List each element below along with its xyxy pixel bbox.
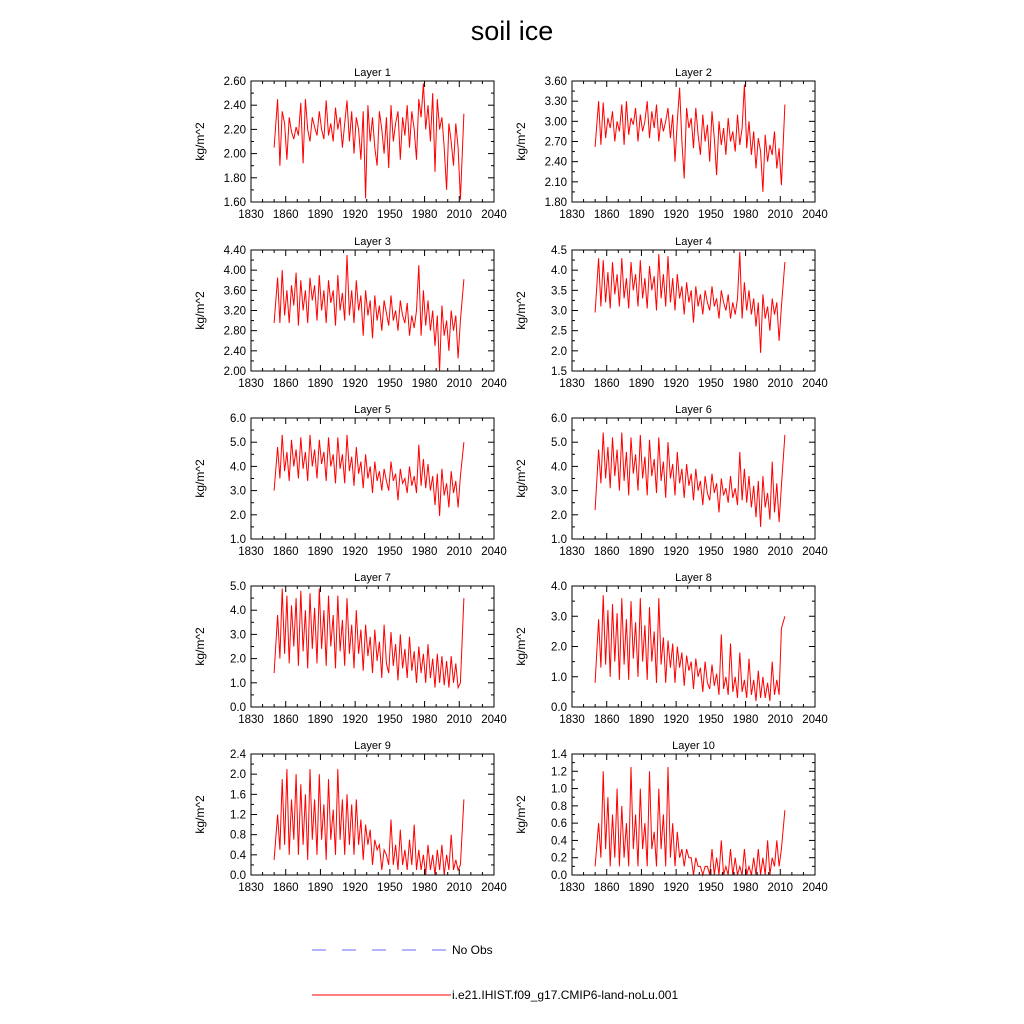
plot-frame xyxy=(251,418,494,539)
y-tick-label: 3.0 xyxy=(230,485,246,498)
x-tick-label: 1920 xyxy=(663,378,689,390)
y-axis-label: kg/m^2 xyxy=(193,459,207,498)
x-tick-label: 2040 xyxy=(802,209,828,221)
panel-title: Layer 5 xyxy=(354,404,391,416)
y-tick-label: 1.4 xyxy=(551,749,567,761)
data-series-line xyxy=(274,83,464,199)
panel-6 xyxy=(514,404,828,558)
x-tick-label: 1980 xyxy=(732,714,759,726)
panel-title: Layer 10 xyxy=(672,740,715,752)
y-axis-label: kg/m^2 xyxy=(514,291,528,330)
y-tick-label: 3.0 xyxy=(230,629,246,642)
x-tick-label: 1890 xyxy=(628,882,655,894)
y-tick-label: 1.2 xyxy=(230,809,246,822)
x-tick-label: 1830 xyxy=(559,882,585,894)
y-tick-label: 3.5 xyxy=(551,285,567,298)
y-tick-label: 4.0 xyxy=(551,581,567,593)
panel-title: Layer 1 xyxy=(354,67,391,79)
y-tick-label: 3.00 xyxy=(544,116,567,129)
y-tick-label: 5.0 xyxy=(551,437,567,450)
y-tick-label: 2.00 xyxy=(223,148,246,161)
y-tick-label: 2.00 xyxy=(223,366,246,378)
x-tick-label: 2040 xyxy=(481,882,507,894)
x-tick-label: 1920 xyxy=(342,714,368,726)
data-series-line xyxy=(274,588,464,687)
x-tick-label: 2010 xyxy=(446,882,473,894)
y-tick-label: 3.20 xyxy=(223,305,246,318)
data-series-line xyxy=(595,84,785,191)
panel-5 xyxy=(193,404,507,558)
y-tick-label: 2.5 xyxy=(551,325,567,338)
x-tick-label: 1920 xyxy=(663,882,689,894)
x-tick-label: 1890 xyxy=(628,209,655,221)
x-tick-label: 1950 xyxy=(377,209,403,221)
y-tick-label: 1.80 xyxy=(223,172,246,185)
y-tick-label: 2.40 xyxy=(223,345,246,358)
legend xyxy=(312,943,678,1002)
x-tick-label: 1860 xyxy=(593,714,620,726)
y-tick-label: 3.60 xyxy=(544,76,567,88)
y-tick-label: 2.40 xyxy=(544,156,567,169)
x-tick-label: 2040 xyxy=(481,714,507,726)
x-tick-label: 1920 xyxy=(342,209,368,221)
x-tick-label: 1950 xyxy=(377,714,403,726)
x-tick-label: 1980 xyxy=(411,714,438,726)
panel-title: Layer 9 xyxy=(354,740,391,752)
x-tick-label: 1890 xyxy=(307,714,334,726)
y-tick-label: 4.00 xyxy=(223,265,246,278)
x-tick-label: 2010 xyxy=(446,378,473,390)
y-axis-label: kg/m^2 xyxy=(514,459,528,498)
panel-title: Layer 6 xyxy=(675,404,712,416)
x-tick-label: 1980 xyxy=(411,546,438,558)
y-axis-label: kg/m^2 xyxy=(514,627,528,666)
y-tick-label: 6.0 xyxy=(551,413,567,425)
y-tick-label: 3.0 xyxy=(551,485,567,498)
x-tick-label: 1860 xyxy=(272,714,299,726)
x-tick-label: 2010 xyxy=(446,714,473,726)
x-tick-label: 1980 xyxy=(732,882,759,894)
plot-frame xyxy=(572,250,815,371)
x-tick-label: 1830 xyxy=(559,714,585,726)
y-tick-label: 5.0 xyxy=(230,437,246,450)
panel-title: Layer 4 xyxy=(675,236,712,248)
x-tick-label: 2010 xyxy=(767,882,794,894)
x-tick-label: 2040 xyxy=(481,546,507,558)
y-tick-label: 1.2 xyxy=(551,766,567,779)
y-tick-label: 1.6 xyxy=(230,789,246,802)
x-tick-label: 2040 xyxy=(481,209,507,221)
x-tick-label: 1830 xyxy=(559,378,585,390)
y-tick-label: 1.0 xyxy=(551,671,567,684)
y-tick-label: 0.8 xyxy=(551,800,567,813)
x-tick-label: 1920 xyxy=(663,209,689,221)
data-series-line xyxy=(595,595,785,701)
x-tick-label: 1860 xyxy=(272,882,299,894)
y-tick-label: 1.0 xyxy=(230,534,246,546)
y-axis-label: kg/m^2 xyxy=(193,291,207,330)
x-tick-label: 1980 xyxy=(411,378,438,390)
x-tick-label: 1920 xyxy=(663,714,689,726)
y-axis-label: kg/m^2 xyxy=(193,627,207,666)
x-tick-label: 1890 xyxy=(628,378,655,390)
x-tick-label: 1830 xyxy=(238,714,264,726)
x-tick-label: 1830 xyxy=(559,546,585,558)
x-tick-label: 2040 xyxy=(802,546,828,558)
panel-7 xyxy=(193,572,507,726)
x-tick-label: 1890 xyxy=(628,714,655,726)
x-tick-label: 1950 xyxy=(698,714,724,726)
x-tick-label: 1860 xyxy=(272,546,299,558)
x-tick-label: 1980 xyxy=(732,546,759,558)
x-tick-label: 1890 xyxy=(307,378,334,390)
legend-label-no-obs: No Obs xyxy=(452,943,493,957)
y-tick-label: 1.0 xyxy=(551,783,567,796)
panel-1 xyxy=(193,67,507,221)
panel-8 xyxy=(514,572,828,726)
y-tick-label: 4.0 xyxy=(551,461,567,474)
x-tick-label: 2040 xyxy=(802,714,828,726)
panel-3 xyxy=(193,236,507,390)
x-tick-label: 1920 xyxy=(342,882,368,894)
x-tick-label: 1890 xyxy=(628,546,655,558)
y-tick-label: 2.0 xyxy=(230,653,246,666)
x-tick-label: 1830 xyxy=(238,546,264,558)
x-tick-label: 1890 xyxy=(307,209,334,221)
x-tick-label: 1980 xyxy=(411,209,438,221)
data-series-line xyxy=(595,252,785,353)
x-tick-label: 1860 xyxy=(593,882,620,894)
x-tick-label: 1830 xyxy=(238,882,264,894)
y-tick-label: 4.0 xyxy=(230,605,246,618)
y-axis-label: kg/m^2 xyxy=(514,122,528,161)
y-tick-label: 1.5 xyxy=(551,366,567,378)
panel-9 xyxy=(193,740,507,894)
y-tick-label: 3.0 xyxy=(551,611,567,624)
y-tick-label: 0.4 xyxy=(551,835,567,848)
y-tick-label: 2.0 xyxy=(551,345,567,358)
panel-title: Layer 2 xyxy=(675,67,712,79)
data-series-line xyxy=(595,767,785,875)
y-tick-label: 2.70 xyxy=(544,136,567,149)
x-tick-label: 1950 xyxy=(377,378,403,390)
panel-title: Layer 7 xyxy=(354,572,391,584)
x-tick-label: 1890 xyxy=(307,546,334,558)
y-tick-label: 4.40 xyxy=(223,245,246,257)
y-tick-label: 0.0 xyxy=(230,870,246,882)
y-tick-label: 0.0 xyxy=(551,870,567,882)
y-tick-label: 2.20 xyxy=(223,124,246,137)
y-axis-label: kg/m^2 xyxy=(193,795,207,834)
y-tick-label: 0.4 xyxy=(230,849,246,862)
x-tick-label: 2010 xyxy=(767,378,794,390)
figure-title: soil ice xyxy=(470,16,554,46)
y-tick-label: 0.8 xyxy=(230,829,246,842)
y-tick-label: 2.4 xyxy=(230,749,246,761)
y-tick-label: 4.0 xyxy=(551,265,567,278)
data-series-line xyxy=(274,255,464,371)
x-tick-label: 2040 xyxy=(802,882,828,894)
y-tick-label: 0.0 xyxy=(551,702,567,714)
y-tick-label: 3.60 xyxy=(223,285,246,298)
y-tick-label: 2.60 xyxy=(223,76,246,88)
y-tick-label: 2.0 xyxy=(230,769,246,782)
x-tick-label: 1950 xyxy=(698,209,724,221)
y-axis-label: kg/m^2 xyxy=(514,795,528,834)
y-tick-label: 1.0 xyxy=(551,534,567,546)
x-tick-label: 2040 xyxy=(481,378,507,390)
x-tick-label: 2040 xyxy=(802,378,828,390)
data-series-line xyxy=(274,769,464,875)
x-tick-label: 1950 xyxy=(698,882,724,894)
x-tick-label: 2010 xyxy=(446,209,473,221)
x-tick-label: 1830 xyxy=(559,209,585,221)
x-tick-label: 1950 xyxy=(698,546,724,558)
y-tick-label: 4.0 xyxy=(230,461,246,474)
y-tick-label: 0.2 xyxy=(551,852,567,865)
panel-title: Layer 3 xyxy=(354,236,391,248)
x-tick-label: 1980 xyxy=(411,882,438,894)
y-tick-label: 5.0 xyxy=(230,581,246,593)
x-tick-label: 1830 xyxy=(238,378,264,390)
x-tick-label: 1920 xyxy=(663,546,689,558)
x-tick-label: 1950 xyxy=(377,882,403,894)
x-tick-label: 1920 xyxy=(342,378,368,390)
x-tick-label: 1860 xyxy=(272,209,299,221)
y-tick-label: 3.30 xyxy=(544,96,567,109)
data-series-line xyxy=(274,435,464,516)
x-tick-label: 1860 xyxy=(593,209,620,221)
panel-2 xyxy=(514,67,828,221)
panel-title: Layer 8 xyxy=(675,572,712,584)
x-tick-label: 2010 xyxy=(767,209,794,221)
x-tick-label: 1920 xyxy=(342,546,368,558)
data-series-line xyxy=(595,433,785,527)
y-tick-label: 1.80 xyxy=(544,197,567,209)
x-tick-label: 1950 xyxy=(377,546,403,558)
x-tick-label: 1980 xyxy=(732,209,759,221)
y-tick-label: 1.60 xyxy=(223,197,246,209)
y-tick-label: 1.0 xyxy=(230,677,246,690)
y-tick-label: 0.6 xyxy=(551,818,567,831)
y-axis-label: kg/m^2 xyxy=(193,122,207,161)
x-tick-label: 1860 xyxy=(593,546,620,558)
x-tick-label: 1950 xyxy=(698,378,724,390)
x-tick-label: 1830 xyxy=(238,209,264,221)
x-tick-label: 2010 xyxy=(767,714,794,726)
legend-label-model: i.e21.IHIST.f09_g17.CMIP6-land-noLu.001 xyxy=(452,988,679,1002)
y-tick-label: 2.0 xyxy=(230,509,246,522)
y-tick-label: 2.80 xyxy=(223,325,246,338)
y-tick-label: 2.40 xyxy=(223,100,246,113)
y-tick-label: 2.0 xyxy=(551,509,567,522)
x-tick-label: 2010 xyxy=(446,546,473,558)
panel-4 xyxy=(514,236,828,390)
x-tick-label: 1860 xyxy=(272,378,299,390)
panel-10 xyxy=(514,740,828,894)
y-tick-label: 4.5 xyxy=(551,245,567,257)
y-tick-label: 2.0 xyxy=(551,641,567,654)
y-tick-label: 0.0 xyxy=(230,702,246,714)
y-tick-label: 3.0 xyxy=(551,305,567,318)
x-tick-label: 2010 xyxy=(767,546,794,558)
y-tick-label: 6.0 xyxy=(230,413,246,425)
x-tick-label: 1890 xyxy=(307,882,334,894)
x-tick-label: 1860 xyxy=(593,378,620,390)
y-tick-label: 2.10 xyxy=(544,176,567,189)
x-tick-label: 1980 xyxy=(732,378,759,390)
